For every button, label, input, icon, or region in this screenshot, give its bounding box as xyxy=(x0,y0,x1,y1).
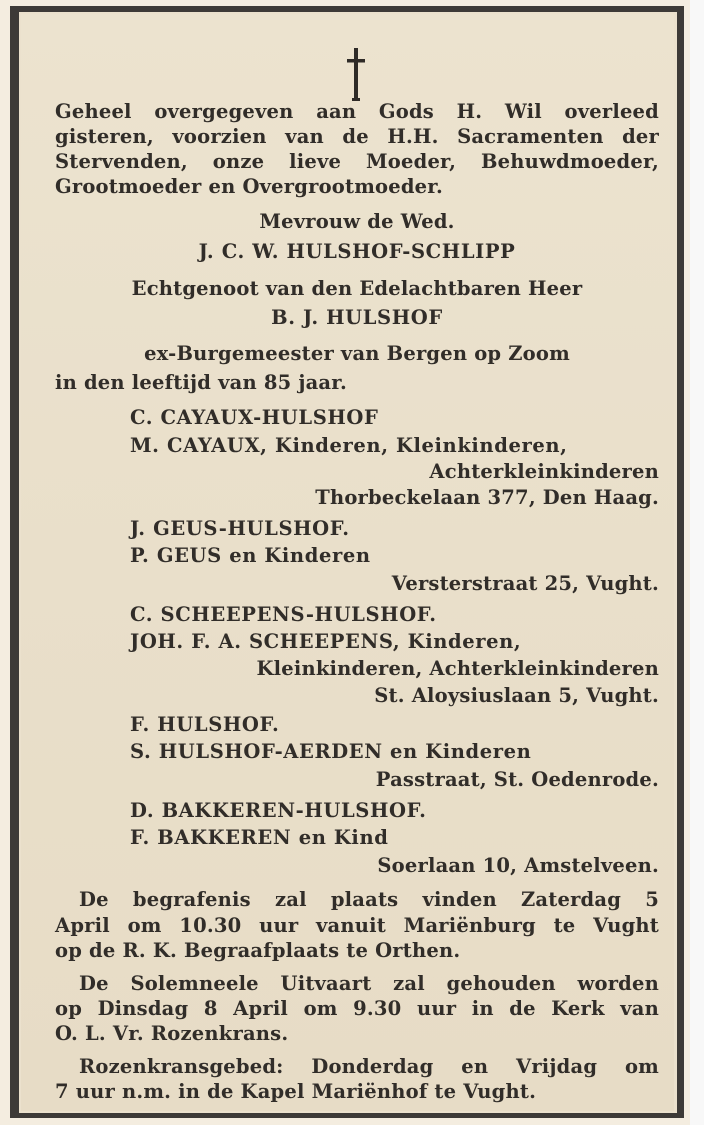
age-line: in den leeftijd van 85 jaar. xyxy=(55,371,347,394)
family-address: Versterstraat 25, Vught. xyxy=(391,572,659,595)
deceased-name: J. C. W. HULSHOF-SCHLIPP xyxy=(198,240,516,263)
salutation: Mevrouw de Wed. xyxy=(259,210,455,233)
mass-line: O. L. Vr. Rozenkrans. xyxy=(55,1022,289,1045)
rosary-line: Rozenkransgebed: Donderdag en Vrijdag om xyxy=(79,1055,659,1078)
family-members: S. HULSHOF-AERDEN en Kinderen xyxy=(130,740,532,763)
family-members-extra: Kleinkinderen, Achterkleinkinderen xyxy=(256,657,659,680)
family-members: F. BAKKEREN en Kind xyxy=(130,826,389,849)
family-address: Passtraat, St. Oedenrode. xyxy=(375,768,659,791)
rosary-line: 7 uur n.m. in de Kapel Mariënhof te Vught. xyxy=(55,1080,537,1103)
spouse-title: ex-Burgemeester van Bergen op Zoom xyxy=(144,342,570,365)
family-members: P. GEUS en Kinderen xyxy=(130,544,371,567)
funeral-line: op de R. K. Begraafplaats te Orthen. xyxy=(55,939,461,962)
mass-line: op Dinsdag 8 April om 9.30 uur in de Kerk van xyxy=(55,997,659,1020)
family-name: C. CAYAUX-HULSHOF xyxy=(130,406,379,429)
family-name: D. BAKKEREN-HULSHOF. xyxy=(130,799,427,822)
family-name: C. SCHEEPENS-HULSHOF. xyxy=(130,603,437,626)
intro-line: Geheel overgegeven aan Gods H. Wil overleed xyxy=(55,100,659,123)
funeral-line: De begrafenis zal plaats vinden Zaterdag 5 xyxy=(79,888,659,911)
family-members-extra: Achterkleinkinderen xyxy=(429,460,659,483)
intro-line: gisteren, voorzien van de H.H. Sacramenten der xyxy=(55,125,659,148)
spouse-line: Echtgenoot van den Edelachtbaren Heer xyxy=(131,277,583,300)
page-margin xyxy=(690,0,704,1125)
family-name: J. GEUS-HULSHOF. xyxy=(130,517,350,540)
intro-line: Stervenden, onze lieve Moeder, Behuwdmoeder, xyxy=(55,150,659,173)
family-address: Soerlaan 10, Amstelveen. xyxy=(377,854,659,877)
family-members: JOH. F. A. SCHEEPENS, Kinderen, xyxy=(130,630,522,653)
family-members: M. CAYAUX, Kinderen, Kleinkinderen, xyxy=(130,434,568,457)
spouse-name: B. J. HULSHOF xyxy=(271,306,443,329)
funeral-line: April om 10.30 uur vanuit Mariënburg te Vught xyxy=(55,914,659,937)
family-name: F. HULSHOF. xyxy=(130,713,280,736)
family-address: Thorbeckelaan 377, Den Haag. xyxy=(315,486,659,509)
mass-line: De Solemneele Uitvaart zal gehouden worden xyxy=(79,972,659,995)
notice-body xyxy=(21,14,674,1111)
intro-line: Grootmoeder en Overgrootmoeder. xyxy=(55,175,443,198)
cross-icon xyxy=(345,46,367,102)
mourning-border xyxy=(10,6,684,1118)
family-address: St. Aloysiuslaan 5, Vught. xyxy=(374,684,659,707)
